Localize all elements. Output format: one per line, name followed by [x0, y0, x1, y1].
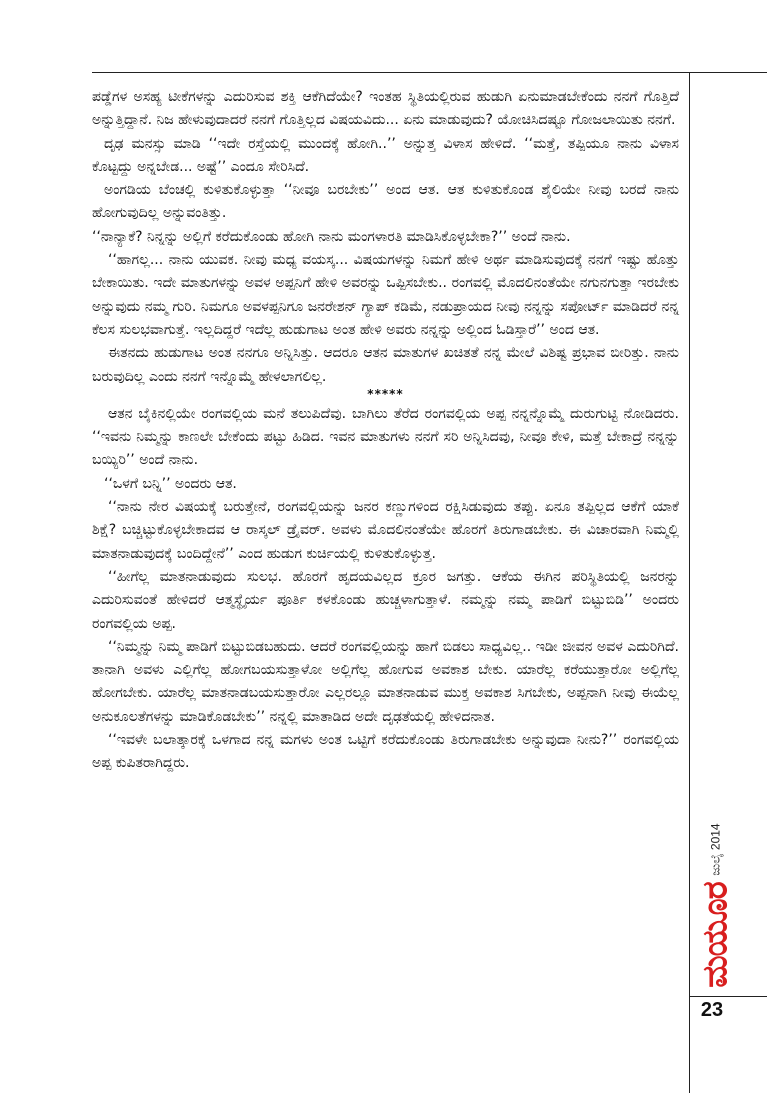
top-rule	[92, 72, 767, 73]
magazine-logo-text: ಮಯೂರ	[696, 882, 736, 988]
paragraph: ‘‘ನಾನ್ಯಾಕೆ? ನಿನ್ನನ್ನು ಅಲ್ಲಿಗೆ ಕರೆದುಕೊಂಡು ಹೋಗಿ ನಾನು ಮಂಗಳಾರತಿ ಮಾಡಿಸಿಕೊಳ್ಳಬೇಕಾ?’’ ಅಂದೆ ನಾನು.	[92, 228, 571, 245]
magazine-brand	[690, 820, 742, 992]
magazine-logo	[690, 878, 742, 992]
article-body	[92, 86, 679, 776]
page-number-rule	[690, 996, 767, 997]
paragraph: ಪಡ್ಡೆಗಳ ಅಸಹ್ಯ ಟೀಕೆಗಳನ್ನು ಎದುರಿಸುವ ಶಕ್ತಿ ಆಕೆಗಿದೆಯೇ? ಇಂತಹ ಸ್ಥಿತಿಯಲ್ಲಿರುವ ಹುಡುಗಿ ಏನುಮಾಡಬೇಕೆಂದು ನನಗೆ ಗೊತ್ತಿದೆ ಅನ್ನುತ್ತಿದ್ದಾನೆ. ನಿಜ ಹೇಳುವುದಾದರೆ ನನಗೆ ಗೊತ್ತಿಲ್ಲದ ವಿಷಯವಿದು... ಏನು ಮಾಡುವುದು? ಯೋಚಿಸಿದಷ್ಟೂ ಗೋಜಲಾಯಿತು ನನಗೆ.	[92, 89, 679, 129]
paragraph: ದೃಢ ಮನಸ್ಸು ಮಾಡಿ ‘‘ಇದೇ ರಸ್ತೆಯಲ್ಲಿ ಮುಂದಕ್ಕೆ ಹೋಗಿ..’’ ಅನ್ನುತ್ತ ವಿಳಾಸ ಹೇಳಿದೆ. ‘‘ಮತ್ತೆ, ತಪ್ಪಿಯೂ ನಾನು ವಿಳಾಸ ಕೊಟ್ಟದ್ದು ಅನ್ನಬೇಡ... ಅಷ್ಟೆ’’ ಎಂದೂ ಸೇರಿಸಿದೆ.	[92, 135, 679, 175]
issue-date-text: ಜುಲೈ 2014	[708, 822, 723, 876]
paragraph: ‘‘ಒಳಗೆ ಬನ್ನಿ’’ ಅಂದರು ಆತ.	[104, 475, 237, 492]
issue-date	[690, 820, 742, 878]
paragraph: ‘‘ಇವಳೇ ಬಲಾತ್ಕಾರಕ್ಕೆ ಒಳಗಾದ ನನ್ನ ಮಗಳು ಅಂತ ಒಟ್ಟಿಗೆ ಕರೆದುಕೊಂಡು ತಿರುಗಾಡಬೇಕು ಅನ್ನುವುದಾ ನೀನು?’’ ರಂಗವಲ್ಲಿಯ ಅಪ್ಪ ಕುಪಿತರಾಗಿದ್ದರು.	[92, 732, 679, 772]
paragraph: ಅಂಗಡಿಯ ಬೆಂಚಲ್ಲಿ ಕುಳಿತುಕೊಳ್ಳುತ್ತಾ ‘‘ನೀವೂ ಬರಬೇಕು’’ ಅಂದ ಆತ. ಆತ ಕುಳಿತುಕೊಂಡ ಶೈಲಿಯೇ ನೀವು ಬರದೆ ನಾನು ಹೋಗುವುದಿಲ್ಲ ಅನ್ನುವಂತಿತ್ತು.	[92, 182, 679, 222]
paragraph: ‘‘ಹಾಗಲ್ಲ... ನಾನು ಯುವಕ. ನೀವು ಮಧ್ಯ ವಯಸ್ಕ... ವಿಷಯಗಳನ್ನು ನಿಮಗೆ ಹೇಳಿ ಅರ್ಥ ಮಾಡಿಸುವುದಕ್ಕೆ ನನಗೆ ಇಷ್ಟು ಹೊತ್ತು ಬೇಕಾಯಿತು. ಇದೇ ಮಾತುಗಳನ್ನು ಅವಳ ಅಪ್ಪನಿಗೆ ಹೇಳಿ ಅವರನ್ನು ಒಪ್ಪಿಸಬೇಕು.. ರಂಗವಲ್ಲಿ ಮೊದಲಿನಂತೆಯೇ ನಗುನಗುತ್ತಾ ಇರಬೇಕು ಅನ್ನುವುದು ನಮ್ಮ ಗುರಿ. ನಿಮಗೂ ಅವಳಪ್ಪನಿಗೂ ಜನರೇಶನ್ ಗ್ಯಾಪ್ ಕಡಿಮೆ, ನಡುಪ್ರಾಯದ ನೀವು ನನ್ನನ್ನು ಸಪೋರ್ಟ್ ಮಾಡಿದರೆ ನನ್ನ ಕೆಲಸ ಸುಲಭವಾಗುತ್ತೆ. ಇಲ್ಲದಿದ್ದರೆ ಇದೆಲ್ಲ ಹುಡುಗಾಟ ಅಂತ ಹೇಳಿ ಅವರು ನನ್ನನ್ನು ಅಲ್ಲಿಂದ ಓಡಿಸ್ತಾರೆ’’ ಅಂದ ಆತ.	[92, 252, 679, 338]
section-separator: *****	[367, 386, 404, 401]
page-number: 23	[700, 999, 724, 1021]
paragraph: ಈತನದು ಹುಡುಗಾಟ ಅಂತ ನನಗೂ ಅನ್ನಿಸಿತ್ತು. ಆದರೂ ಆತನ ಮಾತುಗಳ ಖಚಿತತೆ ನನ್ನ ಮೇಲೆ ವಿಶಿಷ್ಟ ಪ್ರಭಾವ ಬೀರಿತ್ತು. ನಾನು ಬರುವುದಿಲ್ಲ ಎಂದು ನನಗೆ ಇನ್ನೊಮ್ಮೆ ಹೇಳಲಾಗಲಿಲ್ಲ.	[92, 345, 679, 385]
paragraph: ‘‘ನಾನು ನೇರ ವಿಷಯಕ್ಕೆ ಬರುತ್ತೇನೆ, ರಂಗವಲ್ಲಿಯನ್ನು ಜನರ ಕಣ್ಣುಗಳಿಂದ ರಕ್ಷಿಸಿಡುವುದು ತಪ್ಪು. ಏನೂ ತಪ್ಪಿಲ್ಲದ ಆಕೆಗೆ ಯಾಕೆ ಶಿಕ್ಷೆ? ಬಚ್ಚಿಟ್ಟುಕೊಳ್ಳಬೇಕಾದವ ಆ ರಾಸ್ಕಲ್ ಡ್ರೈವರ್. ಅವಳು ಮೊದಲಿನಂತೆಯೇ ಹೊರಗೆ ತಿರುಗಾಡಬೇಕು. ಈ ವಿಚಾರವಾಗಿ ನಿಮ್ಮಲ್ಲಿ ಮಾತನಾಡುವುದಕ್ಕೆ ಬಂದಿದ್ದೇನೆ’’ ಎಂದ ಹುಡುಗ ಕುರ್ಚಿಯಲ್ಲಿ ಕುಳಿತುಕೊಳ್ಳುತ್ತ.	[92, 499, 679, 562]
paragraph: ‘‘ನಿಮ್ಮನ್ನು ನಿಮ್ಮ ಪಾಡಿಗೆ ಬಿಟ್ಟುಬಿಡಬಹುದು. ಆದರೆ ರಂಗವಲ್ಲಿಯನ್ನು ಹಾಗೆ ಬಿಡಲು ಸಾಧ್ಯವಿಲ್ಲ.. ಇಡೀ ಜೀವನ ಅವಳ ಎದುರಿಗಿದೆ. ತಾನಾಗಿ ಅವಳು ಎಲ್ಲಿಗೆಲ್ಲ ಹೋಗಬಯಸುತ್ತಾಳೋ ಅಲ್ಲಿಗೆಲ್ಲ ಹೋಗುವ ಅವಕಾಶ ಬೇಕು. ಯಾರೆಲ್ಲ ಕರೆಯುತ್ತಾರೋ ಅಲ್ಲಿಗೆಲ್ಲ ಹೋಗಬೇಕು. ಯಾರೆಲ್ಲ ಮಾತನಾಡಬಯಸುತ್ತಾರೋ ಎಲ್ಲರಲ್ಲೂ ಮಾತನಾಡುವ ಮುಕ್ತ ಅವಕಾಶ ಸಿಗಬೇಕು, ಅಪ್ಪನಾಗಿ ನೀವು ಈಯೆಲ್ಲ ಅನುಕೂಲತೆಗಳನ್ನು ಮಾಡಿಕೊಡಬೇಕು’’ ನನ್ನಲ್ಲಿ ಮಾತಾಡಿದ ಅದೇ ದೃಢತೆಯಲ್ಲಿ ಹೇಳಿದನಾತ.	[92, 638, 679, 725]
paragraph: ‘‘ಹೀಗೆಲ್ಲ ಮಾತನಾಡುವುದು ಸುಲಭ. ಹೊರಗೆ ಹೃದಯವಿಲ್ಲದ ಕ್ರೂರ ಜಗತ್ತು. ಆಕೆಯ ಈಗಿನ ಪರಿಸ್ಥಿತಿಯಲ್ಲಿ ಜನರನ್ನು ಎದುರಿಸುವಂತೆ ಹೇಳಿದರೆ ಆತ್ಮಸ್ಥೈರ್ಯ ಪೂರ್ತಿ ಕಳಕೊಂಡು ಹುಚ್ಚಳಾಗುತ್ತಾಳೆ. ನಮ್ಮನ್ನು ನಮ್ಮ ಪಾಡಿಗೆ ಬಿಟ್ಟುಬಿಡಿ’’ ಅಂದರು ರಂಗವಲ್ಲಿಯ ಅಪ್ಪ.	[92, 568, 679, 632]
paragraph: ಆತನ ಬೈಕಿನಲ್ಲಿಯೇ ರಂಗವಲ್ಲಿಯ ಮನೆ ತಲುಪಿದೆವು. ಬಾಗಿಲು ತೆರೆದ ರಂಗವಲ್ಲಿಯ ಅಪ್ಪ ನನ್ನನ್ನೊಮ್ಮೆ ದುರುಗುಟ್ಟಿ ನೋಡಿದರು. ‘‘ಇವನು ನಿಮ್ಮನ್ನು ಕಾಣಲೇ ಬೇಕೆಂದು ಪಟ್ಟು ಹಿಡಿದ. ಇವನ ಮಾತುಗಳು ನನಗೆ ಸರಿ ಅನ್ನಿಸಿದವು, ನೀವೂ ಕೇಳಿ, ಮತ್ತೆ ಬೇಕಾದ್ರೆ ನನ್ನನ್ನು ಬಯ್ಯಿರಿ’’ ಅಂದೆ ನಾನು.	[92, 405, 679, 469]
